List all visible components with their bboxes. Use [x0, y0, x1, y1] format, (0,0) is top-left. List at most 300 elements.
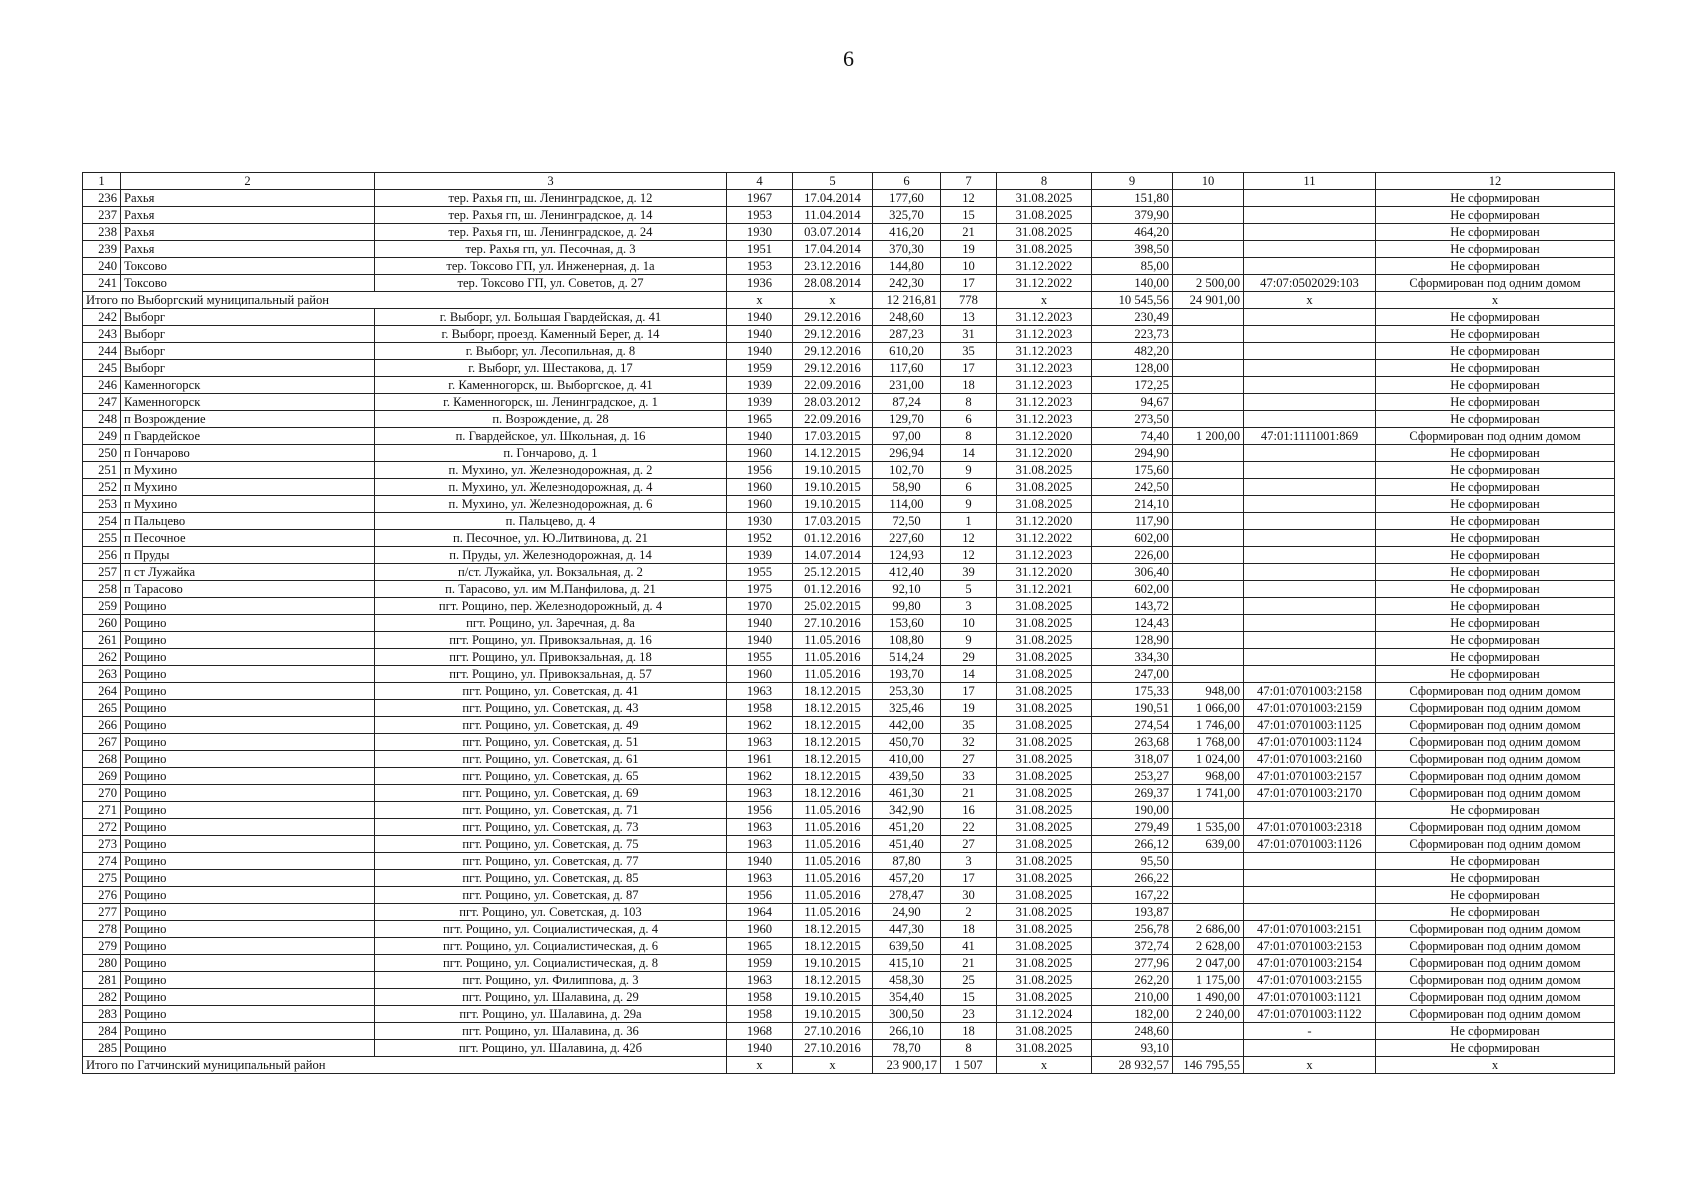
table-cell: 17.03.2015: [793, 428, 873, 445]
table-cell: 1 535,00: [1173, 819, 1244, 836]
table-cell: п/ст. Лужайка, ул. Вокзальная, д. 2: [375, 564, 727, 581]
table-cell: 602,00: [1092, 530, 1173, 547]
table-cell: 144,80: [873, 258, 941, 275]
table-cell: 31.08.2025: [997, 734, 1092, 751]
table-cell: 273: [83, 836, 121, 853]
table-cell: Сформирован под одним домом: [1376, 768, 1615, 785]
table-cell: 18.12.2015: [793, 734, 873, 751]
table-row: [83, 870, 1615, 887]
table-cell: 31.12.2020: [997, 564, 1092, 581]
table-cell: [1244, 666, 1376, 683]
column-number: 2: [121, 173, 375, 190]
table-cell: [1244, 258, 1376, 275]
total-cell: 1 507: [941, 1057, 997, 1074]
table-cell: [1244, 462, 1376, 479]
table-cell: г. Каменногорск, ш. Выборгское, д. 41: [375, 377, 727, 394]
table-cell: 47:01:0701003:2170: [1244, 785, 1376, 802]
column-number: 12: [1376, 173, 1615, 190]
table-cell: пгт. Рощино, ул. Шалавина, д. 29: [375, 989, 727, 1006]
table-row: [83, 326, 1615, 343]
table-cell: 1955: [727, 649, 793, 666]
table-cell: 31.08.2025: [997, 887, 1092, 904]
table-cell: 274: [83, 853, 121, 870]
table-cell: 226,00: [1092, 547, 1173, 564]
table-cell: Сформирован под одним домом: [1376, 700, 1615, 717]
table-cell: 31.08.2025: [997, 751, 1092, 768]
table-cell: 416,20: [873, 224, 941, 241]
table-cell: 27.10.2016: [793, 615, 873, 632]
table-cell: 27.10.2016: [793, 1023, 873, 1040]
table-cell: 247: [83, 394, 121, 411]
table-cell: 273,50: [1092, 411, 1173, 428]
table-cell: Не сформирован: [1376, 649, 1615, 666]
table-cell: 15: [941, 207, 997, 224]
table-cell: [1244, 904, 1376, 921]
table-cell: 1 768,00: [1173, 734, 1244, 751]
table-cell: 17.04.2014: [793, 190, 873, 207]
table-cell: 279,49: [1092, 819, 1173, 836]
table-cell: 1 490,00: [1173, 989, 1244, 1006]
table-cell: 255: [83, 530, 121, 547]
table-cell: 29.12.2016: [793, 309, 873, 326]
table-cell: Рахья: [121, 224, 375, 241]
table-cell: 108,80: [873, 632, 941, 649]
table-row: [83, 581, 1615, 598]
table-cell: 210,00: [1092, 989, 1173, 1006]
table-cell: [1173, 224, 1244, 241]
table-cell: 8: [941, 428, 997, 445]
table-cell: Сформирован под одним домом: [1376, 275, 1615, 292]
table-cell: [1173, 207, 1244, 224]
table-cell: 1 066,00: [1173, 700, 1244, 717]
table-cell: 11.05.2016: [793, 802, 873, 819]
table-cell: Не сформирован: [1376, 581, 1615, 598]
table-cell: 247,00: [1092, 666, 1173, 683]
table-cell: Рощино: [121, 598, 375, 615]
table-cell: 214,10: [1092, 496, 1173, 513]
table-cell: 47:01:0701003:1121: [1244, 989, 1376, 1006]
table-cell: [1244, 394, 1376, 411]
table-row: [83, 615, 1615, 632]
column-number: 1: [83, 173, 121, 190]
table-cell: 128,90: [1092, 632, 1173, 649]
table-cell: 18.12.2015: [793, 938, 873, 955]
table-cell: 1963: [727, 683, 793, 700]
table-cell: 140,00: [1092, 275, 1173, 292]
table-cell: 342,90: [873, 802, 941, 819]
table-cell: 278,47: [873, 887, 941, 904]
table-cell: п. Пруды, ул. Железнодорожная, д. 14: [375, 547, 727, 564]
table-cell: 1961: [727, 751, 793, 768]
table-row: [83, 462, 1615, 479]
table-cell: 23: [941, 1006, 997, 1023]
table-cell: 1939: [727, 377, 793, 394]
table-cell: Не сформирован: [1376, 411, 1615, 428]
table-cell: пгт. Рощино, ул. Привокзальная, д. 18: [375, 649, 727, 666]
table-cell: Сформирован под одним домом: [1376, 972, 1615, 989]
table-cell: 31.12.2023: [997, 394, 1092, 411]
table-cell: 1960: [727, 666, 793, 683]
total-label: Итого по Гатчинский муниципальный район: [83, 1057, 727, 1074]
table-cell: 318,07: [1092, 751, 1173, 768]
table-cell: Сформирован под одним домом: [1376, 819, 1615, 836]
table-cell: 19.10.2015: [793, 955, 873, 972]
table-cell: Сформирован под одним домом: [1376, 751, 1615, 768]
table-cell: [1173, 870, 1244, 887]
table-cell: [1244, 326, 1376, 343]
table-row: [83, 836, 1615, 853]
table-cell: 18: [941, 1023, 997, 1040]
table-cell: 279: [83, 938, 121, 955]
table-cell: пгт. Рощино, ул. Советская, д. 51: [375, 734, 727, 751]
table-cell: 9: [941, 496, 997, 513]
table-cell: пгт. Рощино, ул. Советская, д. 65: [375, 768, 727, 785]
table-cell: 22.09.2016: [793, 377, 873, 394]
table-cell: 1940: [727, 326, 793, 343]
table-cell: п. Гончарово, д. 1: [375, 445, 727, 462]
table-cell: 18.12.2015: [793, 683, 873, 700]
table-cell: п Тарасово: [121, 581, 375, 598]
table-cell: 274,54: [1092, 717, 1173, 734]
table-cell: [1244, 632, 1376, 649]
table-cell: 277: [83, 904, 121, 921]
table-row: [83, 190, 1615, 207]
table-cell: 1 741,00: [1173, 785, 1244, 802]
table-cell: 31.08.2025: [997, 819, 1092, 836]
table-cell: [1244, 530, 1376, 547]
table-cell: 239: [83, 241, 121, 258]
table-cell: 270: [83, 785, 121, 802]
table-cell: [1173, 411, 1244, 428]
table-cell: 1956: [727, 887, 793, 904]
table-cell: 19: [941, 700, 997, 717]
table-cell: [1244, 241, 1376, 258]
table-cell: -: [1244, 1023, 1376, 1040]
total-row: [83, 292, 1615, 309]
table-cell: 22: [941, 819, 997, 836]
table-cell: 2 686,00: [1173, 921, 1244, 938]
table-cell: [1173, 377, 1244, 394]
table-cell: 99,80: [873, 598, 941, 615]
table-cell: 11.05.2016: [793, 904, 873, 921]
table-cell: пгт. Рощино, пер. Железнодорожный, д. 4: [375, 598, 727, 615]
table-cell: 41: [941, 938, 997, 955]
table-cell: 47:01:0701003:1126: [1244, 836, 1376, 853]
table-cell: Не сформирован: [1376, 445, 1615, 462]
table-cell: 31.08.2025: [997, 938, 1092, 955]
table-cell: 10: [941, 258, 997, 275]
table-cell: 248,60: [1092, 1023, 1173, 1040]
table-row: [83, 751, 1615, 768]
table-cell: 14: [941, 666, 997, 683]
table-cell: 1940: [727, 632, 793, 649]
table-cell: 256: [83, 547, 121, 564]
table-cell: 266,12: [1092, 836, 1173, 853]
table-cell: 240: [83, 258, 121, 275]
table-cell: 18.12.2015: [793, 717, 873, 734]
table-cell: 269,37: [1092, 785, 1173, 802]
table-cell: Не сформирован: [1376, 326, 1615, 343]
table-cell: 31.12.2022: [997, 258, 1092, 275]
table-cell: 11.05.2016: [793, 870, 873, 887]
table-cell: 03.07.2014: [793, 224, 873, 241]
table-cell: Сформирован под одним домом: [1376, 989, 1615, 1006]
table-cell: 2 500,00: [1173, 275, 1244, 292]
table-cell: 639,00: [1173, 836, 1244, 853]
table-cell: 262,20: [1092, 972, 1173, 989]
table-cell: 242,30: [873, 275, 941, 292]
table-cell: 968,00: [1173, 768, 1244, 785]
table-row: [83, 734, 1615, 751]
table-cell: 268: [83, 751, 121, 768]
table-cell: Не сформирован: [1376, 394, 1615, 411]
table-cell: 243: [83, 326, 121, 343]
column-number: 9: [1092, 173, 1173, 190]
table-cell: 1967: [727, 190, 793, 207]
table-cell: 31.12.2024: [997, 1006, 1092, 1023]
table-cell: 1940: [727, 309, 793, 326]
table-cell: 21: [941, 955, 997, 972]
table-cell: Рощино: [121, 972, 375, 989]
table-row: [83, 853, 1615, 870]
table-cell: 124,93: [873, 547, 941, 564]
table-cell: 27: [941, 836, 997, 853]
table-cell: 250: [83, 445, 121, 462]
table-cell: 8: [941, 394, 997, 411]
table-cell: 223,73: [1092, 326, 1173, 343]
table-cell: 17: [941, 870, 997, 887]
table-cell: 259: [83, 598, 121, 615]
total-cell: 23 900,17: [873, 1057, 941, 1074]
table-cell: 1 024,00: [1173, 751, 1244, 768]
table-cell: Сформирован под одним домом: [1376, 683, 1615, 700]
table-cell: 47:01:0701003:2153: [1244, 938, 1376, 955]
table-cell: 47:01:0701003:2159: [1244, 700, 1376, 717]
table-cell: 15: [941, 989, 997, 1006]
table-cell: 97,00: [873, 428, 941, 445]
table-cell: 271: [83, 802, 121, 819]
table-cell: 19: [941, 241, 997, 258]
table-cell: Не сформирован: [1376, 462, 1615, 479]
table-cell: 11.05.2016: [793, 632, 873, 649]
table-cell: 18.12.2015: [793, 972, 873, 989]
table-cell: 31.08.2025: [997, 700, 1092, 717]
table-cell: 354,40: [873, 989, 941, 1006]
table-cell: 18.12.2015: [793, 751, 873, 768]
table-cell: Не сформирован: [1376, 547, 1615, 564]
table-cell: [1244, 224, 1376, 241]
table-cell: Рощино: [121, 870, 375, 887]
table-cell: [1173, 394, 1244, 411]
table-row: [83, 598, 1615, 615]
table-cell: [1173, 598, 1244, 615]
table-cell: 177,60: [873, 190, 941, 207]
table-cell: 1965: [727, 938, 793, 955]
table-cell: г. Выборг, ул. Лесопильная, д. 8: [375, 343, 727, 360]
table-cell: 47:01:0701003:1124: [1244, 734, 1376, 751]
table-cell: 10: [941, 615, 997, 632]
table-cell: 35: [941, 343, 997, 360]
table-cell: 31.08.2025: [997, 853, 1092, 870]
column-number: 11: [1244, 173, 1376, 190]
table-cell: 1959: [727, 955, 793, 972]
table-cell: 31.12.2020: [997, 513, 1092, 530]
total-label: Итого по Выборгский муниципальный район: [83, 292, 727, 309]
table-cell: 248: [83, 411, 121, 428]
table-cell: 265: [83, 700, 121, 717]
table-cell: 27.10.2016: [793, 1040, 873, 1057]
table-cell: 11.05.2016: [793, 887, 873, 904]
table-cell: 19.10.2015: [793, 989, 873, 1006]
table-cell: 334,30: [1092, 649, 1173, 666]
table-cell: 124,43: [1092, 615, 1173, 632]
table-cell: 1 746,00: [1173, 717, 1244, 734]
table-cell: 25: [941, 972, 997, 989]
table-cell: 325,70: [873, 207, 941, 224]
table-cell: 117,60: [873, 360, 941, 377]
table-cell: 249: [83, 428, 121, 445]
table-row: [83, 547, 1615, 564]
table-cell: Не сформирован: [1376, 190, 1615, 207]
total-cell: 12 216,81: [873, 292, 941, 309]
table-row: [83, 377, 1615, 394]
table-cell: 2: [941, 904, 997, 921]
table-row: [83, 649, 1615, 666]
column-number: 3: [375, 173, 727, 190]
table-cell: 167,22: [1092, 887, 1173, 904]
table-cell: [1244, 377, 1376, 394]
table-cell: 31.12.2023: [997, 411, 1092, 428]
table-cell: 275: [83, 870, 121, 887]
table-row: [83, 955, 1615, 972]
table-cell: Токсово: [121, 275, 375, 292]
table-cell: 5: [941, 581, 997, 598]
table-cell: 610,20: [873, 343, 941, 360]
table-cell: 39: [941, 564, 997, 581]
table-cell: Рощино: [121, 717, 375, 734]
table-cell: 277,96: [1092, 955, 1173, 972]
table-cell: 31.08.2025: [997, 921, 1092, 938]
table-cell: Сформирован под одним домом: [1376, 1006, 1615, 1023]
table-cell: 284: [83, 1023, 121, 1040]
table-cell: 31.08.2025: [997, 989, 1092, 1006]
table-row: [83, 887, 1615, 904]
table-row: [83, 972, 1615, 989]
table-cell: 12: [941, 530, 997, 547]
table-cell: 447,30: [873, 921, 941, 938]
table-cell: п. Возрождение, д. 28: [375, 411, 727, 428]
table-cell: 92,10: [873, 581, 941, 598]
table-row: [83, 258, 1615, 275]
table-cell: 1960: [727, 921, 793, 938]
table-cell: 31.12.2023: [997, 360, 1092, 377]
table-cell: 3: [941, 598, 997, 615]
table-cell: 11.05.2016: [793, 836, 873, 853]
table-cell: 31.08.2025: [997, 1023, 1092, 1040]
table-cell: 260: [83, 615, 121, 632]
table-cell: [1244, 615, 1376, 632]
table-cell: 31.08.2025: [997, 632, 1092, 649]
table-row: [83, 632, 1615, 649]
table-cell: 21: [941, 224, 997, 241]
table-cell: Рощино: [121, 785, 375, 802]
table-cell: 31.08.2025: [997, 717, 1092, 734]
table-row: [83, 1006, 1615, 1023]
table-cell: пгт. Рощино, ул. Советская, д. 43: [375, 700, 727, 717]
table-cell: 193,87: [1092, 904, 1173, 921]
table-row: [83, 1023, 1615, 1040]
table-cell: 1960: [727, 496, 793, 513]
table-cell: 276: [83, 887, 121, 904]
total-cell: x: [1244, 1057, 1376, 1074]
table-cell: Не сформирован: [1376, 1023, 1615, 1040]
table-cell: Сформирован под одним домом: [1376, 938, 1615, 955]
table-cell: [1244, 343, 1376, 360]
table-row: [83, 938, 1615, 955]
table-cell: [1173, 564, 1244, 581]
table-cell: пгт. Рощино, ул. Филиппова, д. 3: [375, 972, 727, 989]
table-cell: 267: [83, 734, 121, 751]
table-cell: 1940: [727, 428, 793, 445]
table-cell: 102,70: [873, 462, 941, 479]
table-cell: 370,30: [873, 241, 941, 258]
table-cell: 306,40: [1092, 564, 1173, 581]
table-cell: 31.12.2023: [997, 547, 1092, 564]
table-cell: Не сформирован: [1376, 496, 1615, 513]
table-cell: Каменногорск: [121, 394, 375, 411]
table-cell: Рощино: [121, 1040, 375, 1057]
table-cell: 1963: [727, 785, 793, 802]
table-cell: п. Тарасово, ул. им М.Панфилова, д. 21: [375, 581, 727, 598]
table-cell: 1963: [727, 734, 793, 751]
table-cell: 47:01:0701003:2155: [1244, 972, 1376, 989]
table-cell: 18: [941, 921, 997, 938]
table-cell: пгт. Рощино, ул. Советская, д. 75: [375, 836, 727, 853]
table-cell: 31.08.2025: [997, 241, 1092, 258]
table-cell: Рощино: [121, 836, 375, 853]
table-cell: 1959: [727, 360, 793, 377]
total-cell: x: [793, 1057, 873, 1074]
table-cell: 31.08.2025: [997, 479, 1092, 496]
table-cell: пгт. Рощино, ул. Привокзальная, д. 57: [375, 666, 727, 683]
table-cell: тер. Рахья гп, ул. Песочная, д. 3: [375, 241, 727, 258]
table-row: [83, 921, 1615, 938]
table-cell: п ст Лужайка: [121, 564, 375, 581]
total-cell: x: [1376, 1057, 1615, 1074]
table-cell: 238: [83, 224, 121, 241]
table-cell: Не сформирован: [1376, 1040, 1615, 1057]
table-cell: тер. Рахья гп, ш. Ленинградское, д. 24: [375, 224, 727, 241]
table-cell: п. Гвардейское, ул. Школьная, д. 16: [375, 428, 727, 445]
table-cell: [1173, 1040, 1244, 1057]
table-cell: [1173, 462, 1244, 479]
table-cell: 27: [941, 751, 997, 768]
table-cell: 266,10: [873, 1023, 941, 1040]
table-cell: 32: [941, 734, 997, 751]
table-cell: 1936: [727, 275, 793, 292]
table-cell: 72,50: [873, 513, 941, 530]
table-cell: 31.08.2025: [997, 462, 1092, 479]
table-cell: Не сформирован: [1376, 258, 1615, 275]
table-cell: 9: [941, 632, 997, 649]
table-cell: 244: [83, 343, 121, 360]
table-cell: 31.08.2025: [997, 972, 1092, 989]
table-cell: 266: [83, 717, 121, 734]
total-cell: x: [1376, 292, 1615, 309]
table-cell: Рощино: [121, 632, 375, 649]
table-cell: 251: [83, 462, 121, 479]
table-cell: 1952: [727, 530, 793, 547]
